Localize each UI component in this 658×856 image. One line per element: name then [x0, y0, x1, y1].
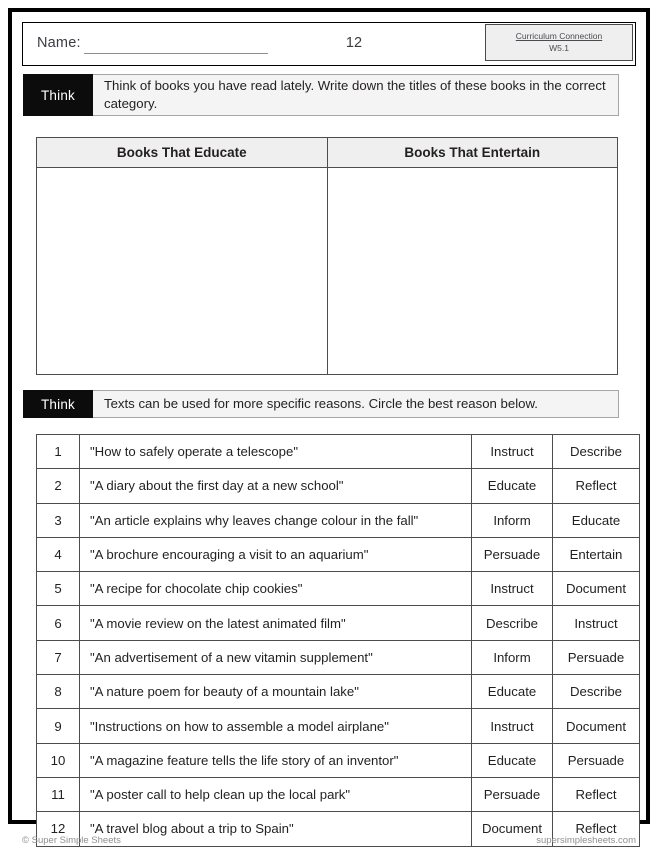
reason-option-b[interactable]: Persuade	[553, 640, 640, 674]
row-number: 4	[37, 537, 80, 571]
table-row	[37, 537, 640, 571]
table-row	[37, 743, 640, 777]
category-answer-row	[37, 168, 618, 375]
table-row	[37, 572, 640, 606]
reason-option-a[interactable]: Persuade	[472, 777, 553, 811]
reason-option-a[interactable]: Educate	[472, 743, 553, 777]
text-description: "A movie review on the latest animated film"	[80, 606, 472, 640]
text-description: "A recipe for chocolate chip cookies"	[80, 572, 472, 606]
table-row	[37, 435, 640, 469]
student-info-header	[22, 22, 636, 66]
footer-website: supersimplesheets.com	[536, 835, 636, 846]
row-number: 11	[37, 777, 80, 811]
table-row	[37, 709, 640, 743]
think-banner-two	[23, 390, 619, 418]
think-instruction-two: Texts can be used for more specific reasons. Circle the best reason below.	[93, 390, 619, 418]
reason-option-b[interactable]: Reflect	[553, 812, 640, 846]
text-description: "How to safely operate a telescope"	[80, 435, 472, 469]
table-row	[37, 606, 640, 640]
reason-option-b[interactable]: Reflect	[553, 469, 640, 503]
curriculum-badge-code: W5.1	[549, 43, 569, 53]
reason-option-a[interactable]: Inform	[472, 503, 553, 537]
reason-option-a[interactable]: Educate	[472, 469, 553, 503]
reason-option-a[interactable]: Persuade	[472, 537, 553, 571]
curriculum-connection-badge	[485, 24, 633, 61]
text-description: "A diary about the first day at a new school"	[80, 469, 472, 503]
think-tag-two: Think	[23, 390, 93, 418]
reason-option-a[interactable]: Instruct	[472, 435, 553, 469]
reason-option-b[interactable]: Describe	[553, 435, 640, 469]
reason-option-b[interactable]: Persuade	[553, 743, 640, 777]
reason-option-b[interactable]: Entertain	[553, 537, 640, 571]
reason-option-b[interactable]: Document	[553, 572, 640, 606]
text-description: "A nature poem for beauty of a mountain lake"	[80, 675, 472, 709]
row-number: 2	[37, 469, 80, 503]
circle-best-reason-table	[36, 434, 640, 847]
row-number: 7	[37, 640, 80, 674]
row-number: 6	[37, 606, 80, 640]
reason-option-a[interactable]: Document	[472, 812, 553, 846]
text-description: "A travel blog about a trip to Spain"	[80, 812, 472, 846]
row-number: 5	[37, 572, 80, 606]
reason-option-b[interactable]: Educate	[553, 503, 640, 537]
think-banner-one	[23, 74, 619, 116]
row-number: 1	[37, 435, 80, 469]
text-description: "A magazine feature tells the life story of an inventor"	[80, 743, 472, 777]
reason-option-b[interactable]: Describe	[553, 675, 640, 709]
book-category-table	[36, 137, 618, 375]
text-description: "A brochure encouraging a visit to an aquarium"	[80, 537, 472, 571]
name-write-line[interactable]	[84, 53, 268, 54]
row-number: 10	[37, 743, 80, 777]
reason-option-a[interactable]: Instruct	[472, 709, 553, 743]
page-number: 12	[345, 35, 363, 51]
table-row	[37, 675, 640, 709]
table-row	[37, 503, 640, 537]
row-number: 12	[37, 812, 80, 846]
reason-option-b[interactable]: Reflect	[553, 777, 640, 811]
reason-option-a[interactable]: Describe	[472, 606, 553, 640]
table-row	[37, 469, 640, 503]
think-tag-one: Think	[23, 74, 93, 116]
category-answer-area-entertain[interactable]	[327, 168, 618, 375]
reason-option-a[interactable]: Educate	[472, 675, 553, 709]
footer-copyright: © Super Simple Sheets	[22, 835, 121, 846]
page-footer	[22, 835, 636, 846]
row-number: 9	[37, 709, 80, 743]
reason-option-b[interactable]: Instruct	[553, 606, 640, 640]
think-instruction-one: Think of books you have read lately. Write down the titles of these books in the correct category.	[93, 74, 619, 116]
category-header-row	[37, 138, 618, 168]
reason-option-a[interactable]: Instruct	[472, 572, 553, 606]
reason-option-b[interactable]: Document	[553, 709, 640, 743]
row-number: 8	[37, 675, 80, 709]
text-description: "A poster call to help clean up the local park"	[80, 777, 472, 811]
reason-option-a[interactable]: Inform	[472, 640, 553, 674]
curriculum-badge-title: Curriculum Connection	[515, 31, 603, 41]
category-answer-area-educate[interactable]	[37, 168, 328, 375]
name-label: Name:	[37, 35, 81, 51]
text-description: "Instructions on how to assemble a model airplane"	[80, 709, 472, 743]
table-row	[37, 640, 640, 674]
category-header-entertain: Books That Entertain	[327, 138, 618, 168]
text-description: "An article explains why leaves change colour in the fall"	[80, 503, 472, 537]
table-row	[37, 777, 640, 811]
row-number: 3	[37, 503, 80, 537]
text-description: "An advertisement of a new vitamin supplement"	[80, 640, 472, 674]
category-header-educate: Books That Educate	[37, 138, 328, 168]
